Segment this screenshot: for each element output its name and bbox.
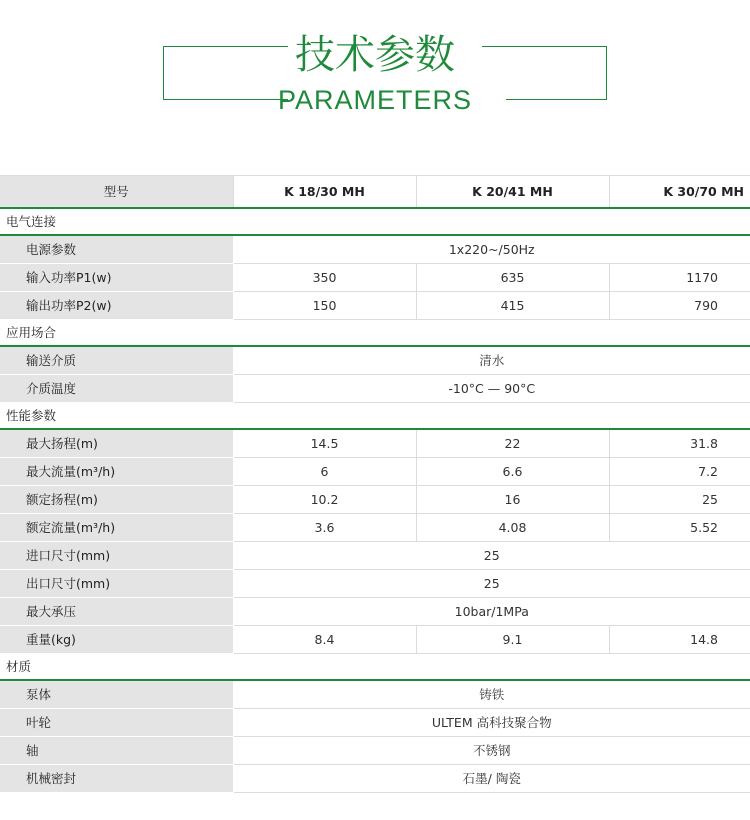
section-title: 应用场合: [0, 320, 750, 347]
row-label: 介质温度: [0, 375, 233, 403]
cell-value: 415: [416, 292, 609, 320]
column-header-k18: K 18/30 MH: [233, 176, 416, 209]
cell-value: 6.6: [416, 458, 609, 486]
cell-value: 350: [233, 264, 416, 292]
row-label: 泵体: [0, 680, 233, 709]
table-row: [0, 514, 750, 542]
cell-value: 31.8: [609, 429, 750, 458]
row-label: 机械密封: [0, 765, 233, 793]
cell-value: 10.2: [233, 486, 416, 514]
row-label: 电源参数: [0, 235, 233, 264]
cell-value: 铸铁: [233, 680, 750, 709]
row-label: 叶轮: [0, 709, 233, 737]
cell-value: 8.4: [233, 626, 416, 654]
column-header-model: 型号: [0, 176, 233, 209]
section-title: 性能参数: [0, 403, 750, 430]
cell-value: 16: [416, 486, 609, 514]
row-label: 额定流量(m³/h): [0, 514, 233, 542]
table-row: [0, 486, 750, 514]
cell-value: 10bar/1MPa: [233, 598, 750, 626]
table-row: [0, 292, 750, 320]
parameters-table: [0, 175, 750, 793]
section-title: 材质: [0, 654, 750, 681]
page-title: 技术参数: [295, 32, 455, 78]
cell-value: 清水: [233, 346, 750, 375]
row-label: 进口尺寸(mm): [0, 542, 233, 570]
cell-value: 14.5: [233, 429, 416, 458]
section-performance: [0, 403, 750, 430]
row-label: 输入功率P1(w): [0, 264, 233, 292]
cell-value: 4.08: [416, 514, 609, 542]
row-label: 出口尺寸(mm): [0, 570, 233, 598]
section-electrical: [0, 208, 750, 235]
row-label: 最大流量(m³/h): [0, 458, 233, 486]
page-subtitle: PARAMETERS: [277, 85, 473, 115]
cell-value: 不锈钢: [233, 737, 750, 765]
table-row: [0, 264, 750, 292]
page-header: [0, 0, 750, 175]
cell-value: 石墨/ 陶瓷: [233, 765, 750, 793]
cell-value: 9.1: [416, 626, 609, 654]
section-title: 电气连接: [0, 208, 750, 235]
cell-value: 25: [233, 542, 750, 570]
cell-value: 5.52: [609, 514, 750, 542]
table-row: [0, 235, 750, 264]
cell-value: 150: [233, 292, 416, 320]
cell-value: 22: [416, 429, 609, 458]
row-label: 最大承压: [0, 598, 233, 626]
row-label: 最大扬程(m): [0, 429, 233, 458]
table-row: [0, 570, 750, 598]
cell-value: 1x220~/50Hz: [233, 235, 750, 264]
column-header-k20: K 20/41 MH: [416, 176, 609, 209]
cell-value: 25: [609, 486, 750, 514]
table-row: [0, 680, 750, 709]
table-row: [0, 626, 750, 654]
row-label: 输出功率P2(w): [0, 292, 233, 320]
cell-value: 25: [233, 570, 750, 598]
table-row: [0, 737, 750, 765]
cell-value: ULTEM 高科技聚合物: [233, 709, 750, 737]
row-label: 轴: [0, 737, 233, 765]
column-header-k30: K 30/70 MH: [609, 176, 750, 209]
table-row: [0, 429, 750, 458]
table-row: [0, 542, 750, 570]
cell-value: 14.8: [609, 626, 750, 654]
table-row: [0, 598, 750, 626]
cell-value: 635: [416, 264, 609, 292]
row-label: 额定扬程(m): [0, 486, 233, 514]
section-material: [0, 654, 750, 681]
cell-value: 6: [233, 458, 416, 486]
table-row: [0, 375, 750, 403]
table-row: [0, 709, 750, 737]
cell-value: 7.2: [609, 458, 750, 486]
row-label: 输送介质: [0, 346, 233, 375]
cell-value: 1170: [609, 264, 750, 292]
table-row: [0, 346, 750, 375]
table-row: [0, 458, 750, 486]
cell-value: 3.6: [233, 514, 416, 542]
cell-value: -10°C — 90°C: [233, 375, 750, 403]
cell-value: 790: [609, 292, 750, 320]
table-header-row: [0, 176, 750, 209]
section-application: [0, 320, 750, 347]
row-label: 重量(kg): [0, 626, 233, 654]
table-row: [0, 765, 750, 793]
